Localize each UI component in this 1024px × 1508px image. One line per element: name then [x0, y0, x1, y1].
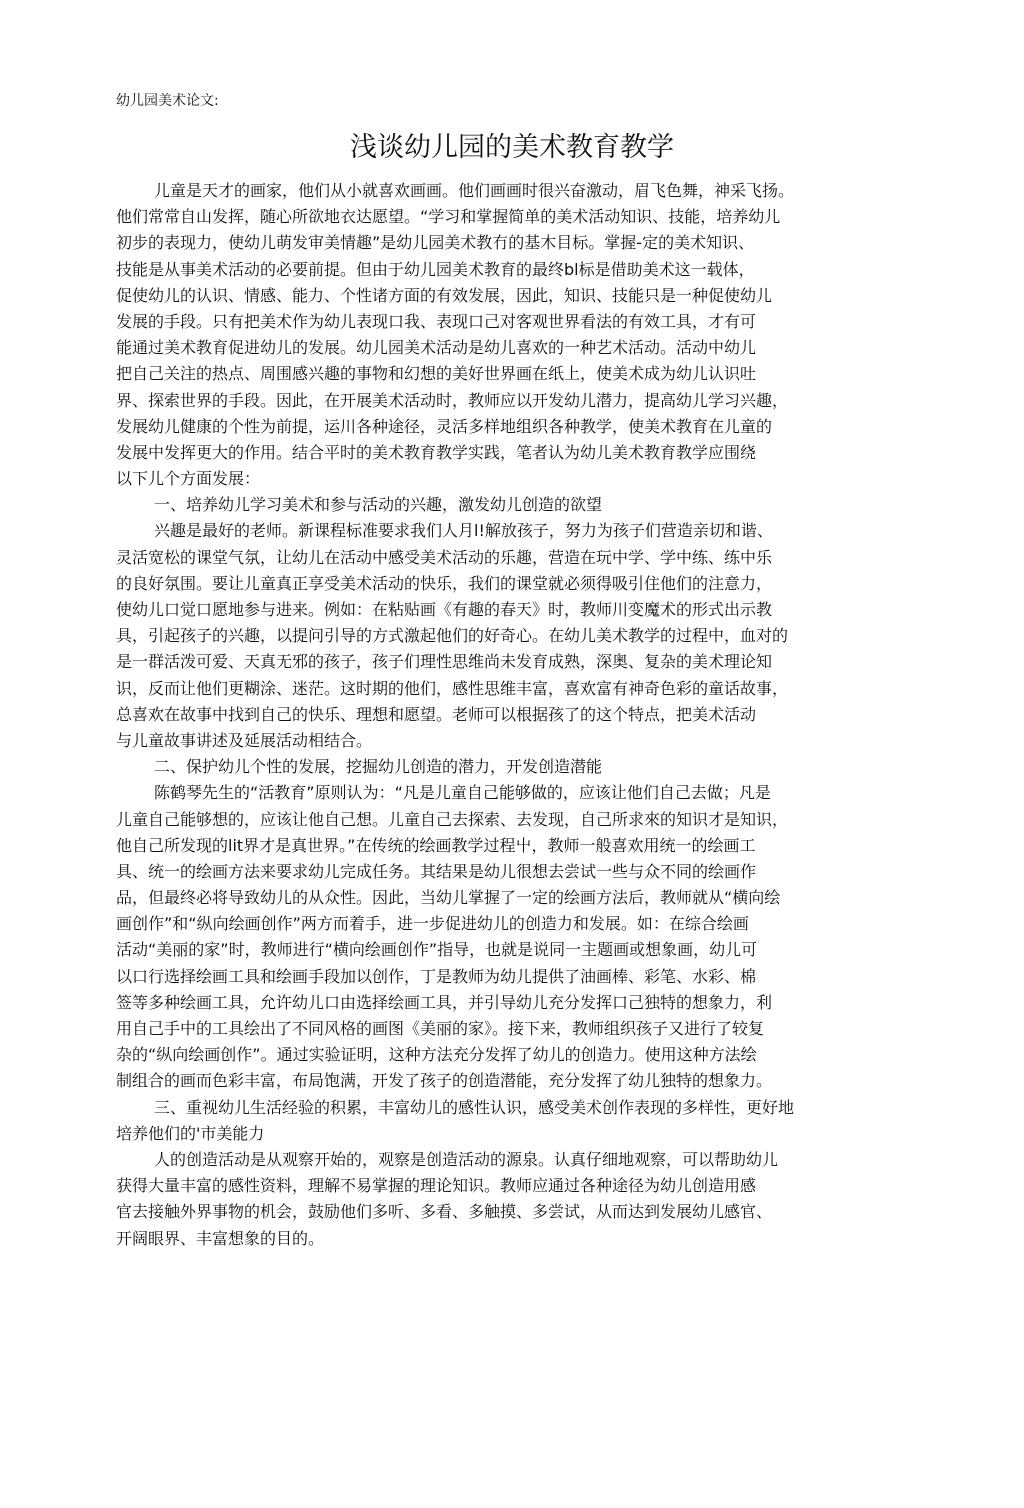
- paragraph-line: 获得大量丰富的感性资料，理解不易掌握的理论知识。教师应通过各种途径为幼儿创造用感: [116, 1176, 757, 1196]
- paragraph-line: 的良好氛围。要让儿童真正享受美术活动的快乐，我们的课堂就必须得吸引住他们的注意力，: [116, 573, 773, 593]
- section-heading-3: 三、重视幼儿生活经验的积累，丰富幼儿的感性认识，感受美术创作表现的多样性，更好地: [154, 1097, 795, 1117]
- paragraph-line: 活动“美丽的家”时，教师进行“横向绘画创作”指导，也就是说同一主题画或想象画，幼儿可: [116, 940, 758, 960]
- paragraph-line: 以下儿个方面发展：: [116, 469, 261, 489]
- paragraph-line: 制组合的画而色彩丰富，布局饱满，开发了孩子的创造潜能，充分发挥了幼儿独特的想象力。: [116, 1071, 773, 1091]
- paragraph-line: 发展幼儿健康的个性为前提，运川各种途径，灵活多样地组织各种教学，使美术教育在儿童的: [116, 416, 773, 436]
- paragraph-line: 用自己手中的工具绘出了不同风格的画图《美丽的家》。接下来，教师组织孩子又进行了较复: [116, 1019, 765, 1038]
- paragraph-line: 杂的“纵向绘画创作”。通过实验证明，这种方法充分发挥了幼儿的创造力。使用这种方法绘: [116, 1045, 757, 1065]
- document-body: [116, 178, 906, 1252]
- paragraph-line: 他们常常自山发挥，随心所欲地衣达愿望。“学习和掌握简单的美术活动知识、技能，培养幼儿: [116, 207, 781, 227]
- paragraph-line: 技能是从事美术活动的必要前提。但由于幼儿园美术教育的最终bl标是借助美术这一载体，: [116, 259, 755, 279]
- paragraph-line: 品，但最终必将导致幼儿的从众性。因此，当幼儿掌握了一定的绘画方法后，教师就从“横向绘: [116, 888, 781, 908]
- section-heading-3-cont: 培养他们的'市美能力: [116, 1123, 265, 1143]
- paragraph-line: 画创作”和“纵向绘画创作”两方而着手，进一步促进幼儿的创造力和发展。如：在综合绘画: [116, 914, 749, 934]
- paragraph-line: 他自己所发现的lit界才是真世界。”在传统的绘画教学过程屮，教师一般喜欢用统一的绘画工: [116, 835, 756, 855]
- paragraph-line: 儿童是天才的画家，他们从小就喜欢画画。他们画画时很兴奋激动，眉飞色舞，神采飞扬。: [154, 181, 795, 200]
- section-heading-2: 二、保护幼儿个性的发展，挖掘幼儿创造的潜力，开发创造潜能: [154, 757, 603, 777]
- paragraph-line: 兴趣是最好的老师。新课程标准要求我们人月l!解放孩子，努力为孩子们营造亲切和谐、: [154, 521, 773, 541]
- paragraph-line: 与儿童故事讲述及延展活动相结合。: [116, 730, 373, 750]
- paragraph-line: 开阔眼界、丰富想象的目的。: [116, 1228, 325, 1248]
- paragraph-line: 签等多种绘画工具，允许幼儿口由选择绘画工具，并引导幼儿充分发挥口己独特的想象力，利: [116, 992, 773, 1012]
- paragraph-line: 儿童自己能够想的，应该让他自己想。儿童自己去探索、去发现，自己所求來的知识才是知识，: [116, 809, 789, 829]
- paragraph-line: 具，引起孩子的兴趣，以提问引导的方式激起他们的好奇心。在幼儿美术教学的过程中，血对的: [116, 626, 789, 646]
- document-title: 浅谈幼儿园的美术教育教学: [350, 132, 674, 163]
- section-heading-1: 一、培养幼儿学习美术和参与活动的兴趣，激发幼儿创造的欲望: [154, 495, 603, 515]
- paragraph-line: 能通过美术教育促进幼儿的发展。幼儿园美术活动是幼儿喜欢的一种艺术活动。活动中幼儿: [116, 338, 757, 358]
- paragraph-line: 发展中发挥更大的作用。结合平时的美术教育教学实践，笔者认为幼儿美术教育教学应围绕: [116, 442, 757, 462]
- paragraph-line: 以口行选择绘画工具和绘画手段加以创作，丁是教师为幼儿提供了油画棒、彩笔、水彩、棉: [116, 966, 757, 986]
- paragraph-line: 人的创造活动是从观察开始的，观察是创造活动的源泉。认真仔细地观察，可以帮助幼儿: [154, 1149, 779, 1169]
- paragraph-line: 识，反而让他们更糊涂、迷茫。这时期的他们，感性思维丰富，喜欢富有神奇色彩的童话故事，: [116, 678, 789, 698]
- paragraph-line: 总喜欢在故事中找到自己的快乐、理想和愿望。老师可以根据孩了的这个特点，把美术活动: [116, 704, 757, 724]
- paragraph-line: 灵活宽松的课堂气氛，让幼儿在活动中感受美术活动的乐趣，营造在玩中学、学中练、练中乐: [116, 547, 773, 567]
- paragraph-line: 界、探索世界的手段。因此，在开展美术活动时，教师应以开发幼儿潜力，提高幼儿学习兴趣，: [116, 390, 789, 410]
- paragraph-line: 具、统一的绘画方法来要求幼儿完成任务。其结果是幼儿很想去尝试一些与众不同的绘画作: [116, 861, 757, 881]
- paragraph-line: 发展的手段。只有把美术作为幼儿表现口我、表现口己对客观世界看法的有效工具，才有可: [116, 311, 757, 331]
- header-label: 幼儿园美术论文:: [116, 93, 219, 109]
- paragraph-line: 陈鹤琴先生的“活教育”原则认为：“凡是儿童自己能够做的，应该让他们自己去做；凡是: [154, 783, 771, 803]
- paragraph-line: 促使幼儿的认识、情感、能力、个性诸方面的有效发展，因此，知识、技能只是一种促使幼儿: [116, 285, 773, 305]
- paragraph-line: 官去接触外界事物的机会，鼓励他们多听、多看、多触摸、多尝试，从而达到发展幼儿感官、: [116, 1202, 773, 1222]
- paragraph-line: 使幼儿口觉口愿地参与进来。例如：在粘贴画《有趣的春天》时，教师川变魔术的形式出示教: [116, 600, 773, 619]
- paragraph-line: 是一群活泼可爱、天真无邪的孩子，孩子们理性思维尚未发育成熟，深奥、复杂的美术理论知: [116, 652, 773, 672]
- paragraph-line: 初步的表现力，使幼儿萌发审美情趣”是幼儿园美术教冇的基木目标。掌握-定的美术知识、: [116, 233, 755, 253]
- paragraph-line: 把自己关注的热点、周围感兴趣的事物和幻想的美好世界画在纸上，使美术成为幼儿认识吐: [116, 364, 757, 384]
